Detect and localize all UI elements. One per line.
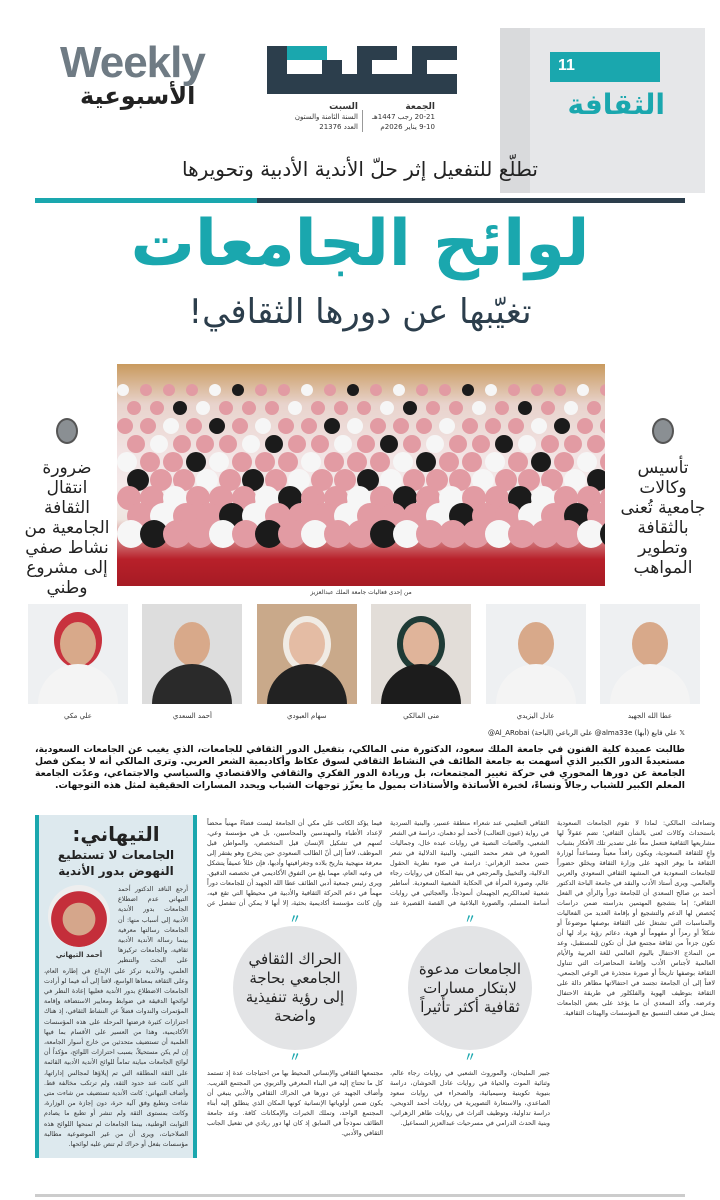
crowd-figure xyxy=(508,384,520,396)
sidebar-title: التيهاني: xyxy=(72,822,160,846)
crowd-figure xyxy=(117,384,129,396)
crowd-figure xyxy=(255,384,267,396)
okaz-logo xyxy=(262,38,462,108)
crowd-figure xyxy=(495,435,513,453)
subheadline: تغيّبها عن دورها الثقافي! xyxy=(188,292,532,332)
crowd-figure xyxy=(173,435,191,453)
crowd-figure xyxy=(242,435,260,453)
pull-quote-right-text: تأسيس وكالات جامعية تُعنى بالثقافة وتطوير المواهب xyxy=(620,458,706,578)
crowd-figure xyxy=(403,435,421,453)
crowd-figure xyxy=(426,435,444,453)
crowd-figure xyxy=(380,401,394,415)
crowd-figure xyxy=(518,435,536,453)
crowd-figure xyxy=(265,435,283,453)
crowd-figure xyxy=(472,401,486,415)
crowd-figure xyxy=(462,384,474,396)
body-column-3 xyxy=(207,818,383,1138)
portrait xyxy=(600,604,700,720)
crowd-figure xyxy=(449,401,463,415)
crowd-figure xyxy=(439,418,455,434)
crowd-figure xyxy=(232,418,248,434)
pull-quote-right xyxy=(618,418,708,578)
quote-icon xyxy=(652,418,674,444)
equals-icon: 〃 xyxy=(288,912,301,926)
crowd-figure xyxy=(127,435,145,453)
crowd-figure xyxy=(541,435,559,453)
header-rule-dark xyxy=(257,198,685,203)
crowd-figure xyxy=(485,418,501,434)
crowd-figure xyxy=(600,418,605,434)
crowd-figure xyxy=(393,384,405,396)
crowd-figure xyxy=(163,384,175,396)
portrait-name: علي مكي xyxy=(63,712,92,720)
lead-paragraph: طالبت عميدة كلية الفنون في جامعة الملك سعود، الدكتورة منى المالكي، بتفعيل الدور الثقافي للجامعات، الذي يغيب عن الجامعات السعودية، مستعيدةً الدور الكبير الذي أسهمت به جامعة الطائف في النشاط الثقافي لسوق عكاظ وأكاديمية الشعر العربي. وترى المالكي أنه لا يمكن فصل الجامعة عن دورها المحوري في حركة تغيير المجتمعات، بل وريادة الدور الفكري والثقافي والاقتصادي والسياسي والاجتماعي، وعدّت الجامعة المعلم الكبير للشباب رجالاً ونساءً، لخبرة الأساتذة والأستاذات بميول ما يعزّز توجهات الشباب ويحدد المسارات الحقيقية لمثل هذه التوجهات. xyxy=(35,744,685,791)
crowd-figure xyxy=(357,401,371,415)
body-column-2 xyxy=(390,818,550,1128)
crowd-figure xyxy=(219,401,233,415)
crowd-figure xyxy=(587,401,601,415)
hijri-date: 20-21 رجب 1447هـ xyxy=(372,113,435,121)
byline xyxy=(488,728,685,738)
page-number: 11 xyxy=(550,52,660,82)
crowd-figure xyxy=(541,401,555,415)
callout-wrap-2 xyxy=(207,912,383,1064)
crowd-figure xyxy=(173,401,187,415)
sidebar-portrait xyxy=(48,885,110,947)
sidebar-box xyxy=(35,815,197,1158)
callout-2: الحراك الثقافي الجامعي بحاجة إلى رؤية تنفيذية واضحة xyxy=(233,926,357,1050)
date-block-saturday xyxy=(295,102,358,132)
day-saturday: السبت xyxy=(329,102,358,112)
crowd-figure xyxy=(334,401,348,415)
portrait xyxy=(28,604,128,720)
crowd-figure xyxy=(577,418,593,434)
portrait xyxy=(486,604,586,720)
crowd-figure xyxy=(393,418,409,434)
date-divider xyxy=(362,110,363,132)
portrait-name: عطا الله الجهيد xyxy=(627,712,673,720)
crowd-figure xyxy=(278,418,294,434)
crowd-figure xyxy=(462,418,478,434)
crowd-figure xyxy=(127,401,141,415)
crowd-figure xyxy=(334,435,352,453)
sidebar-photo-caption: أحمد التيهاني xyxy=(55,951,103,959)
crowd-figure xyxy=(311,401,325,415)
crowd-figure xyxy=(554,384,566,396)
body-column-2-text: الثقافي التعليمي عند شعراء منطقة عسير، والبنية السردية في رواية (عيون الثعالب) لأحمد أبو دهمان، دراسة في الشعر الشعبي، والعتبات النصية في روايات عبده خال، وجماليات الصورة في شعر محمد الثبيتي، والبنية الدلالية في شعر حسن محمد الزهراني: دراسة في ضوء نظرية الحقول الدلالية، والتخييل والمرجعي في بنية المكان في روايات رجاء عالم، وصورة المرأة في الحكاية الشعبية السعودية. أساطير شعبية لعبدالكريم الجهيمان أنموذجاً، والعجائبي في روايات أسامة المسلم، والصورة البلاغية في القصة القصيرة عند جبير المليحان، والموروث الشعبي في روايات رجاء عالم، وثنائية الموت والحياة في روايات عادل الحوشان، دراسة بنيوية تكوينية وسيميائية، والصحراء في روايات سعود الصاعدي، والاستعارة التصويرية في روايات أحمد الدويحي، دراسة تداولية، وتوظيف التراث في روايات طاهر الزهراني، وبنية الحدث الدرامي في مسرحيات عبدالعزيز السماعيل. xyxy=(390,819,550,1127)
portrait-row xyxy=(28,604,700,720)
equals-icon: 〃 xyxy=(463,1050,476,1064)
crowd-figure xyxy=(508,418,524,434)
x-icon: 𝕏 xyxy=(677,729,685,737)
byline-text: علي فايع (أبها) alma33e@ علي الرباعي (الباحة) Al_ARobai@ xyxy=(488,729,678,737)
header-rule-accent xyxy=(35,198,257,203)
float-spacer xyxy=(382,818,383,908)
quote-icon xyxy=(56,418,78,444)
crowd-figure xyxy=(587,435,605,453)
crowd-figure xyxy=(209,384,221,396)
photo-caption: من إحدى فعاليات جامعة الملك عبدالعزيز xyxy=(310,589,412,596)
crowd-figure xyxy=(301,418,317,434)
portrait-name: منى المالكي xyxy=(403,712,440,720)
pull-quote-left xyxy=(22,418,112,598)
crowd-figure xyxy=(117,418,133,434)
crowd-figure xyxy=(439,384,451,396)
crowd-figure xyxy=(278,384,290,396)
sidebar-text xyxy=(44,885,188,1150)
date-block-friday xyxy=(372,102,435,132)
crowd-figure xyxy=(403,401,417,415)
crowd-figure xyxy=(600,384,605,396)
crowd-figure xyxy=(140,418,156,434)
crowd-figure xyxy=(301,384,313,396)
crowd-figure xyxy=(150,435,168,453)
crowd-figure xyxy=(485,384,497,396)
crowd-figure xyxy=(449,435,467,453)
crowd-figure xyxy=(150,401,164,415)
crowd-figure xyxy=(288,435,306,453)
crowd-figure xyxy=(186,418,202,434)
portrait xyxy=(371,604,471,720)
headline: لوائح الجامعات xyxy=(130,207,590,281)
body-column-1 xyxy=(557,818,715,1018)
crowd-figure xyxy=(163,418,179,434)
crowd-figure xyxy=(288,401,302,415)
crowd-figure xyxy=(564,401,578,415)
weekly-label: Weekly xyxy=(60,38,205,87)
portrait-name: عادل اليزيدي xyxy=(516,712,555,720)
crowd-figure xyxy=(495,401,509,415)
sidebar-text-body: أرجع الناقد الدكتور أحمد التيهاني عدم اضطلاع الجامعات بدور الأندية الأدبية إلى أسباب منها: أن الجامعات رسالتها معرفية بينما رسالة الأندية الأدبية ثقافية، والجامعات تركيزها على البحث والتنظير العلمي، والأندية تركز على الإبداع في إطاره العام، وعلى الثقافة بمعناها الواسع، لافتاً إلى أنه فيما لو أرادت الجامعات الاضطلاع بدور الأندية فعليها إعادة النظر في لوائحها الدقيقة في ضوابط ومعايير الاستضافة وإقامة المؤتمرات والندوات فضلاً عن النشاط الثقافي، إذ هناك احترازات كثيرة فرضتها المرحلة على هذه المؤسسات الأكاديمية، وهذا من العسير على الأقسام بما فيها العلمية أن تستضيف متحدثين من خارج أسوار الجامعة، إن لم يكن مستحيلاً، بسبب احترازات اللوائح، مؤكداً أن لوائح الجامعات مباينة تماماً للوائح الأندية الأدبية القائمة على الثقة المطلقة التي تم إيلاؤها لمجالس إداراتها، التي كانت عند حدود الثقة، ولم ترتكب مخالفة قط. وأضاف التيهاني: كانت الأندية تستضيف من شاءت متى شاءت وتطبع وفق آلية حرة، دون إجازة من الوزارة، وكانت بمستوى الثقة ولم تنشر أو تطبع ما يصادم الثوابت الوطنية، بينما الجامعات لم تمنحها اللوائح هذه الصلاحيات، ويرى أن من غير الموضوعية مطالبة مؤسسات بفعل أو حراك لم تنص عليه لوائحها. xyxy=(44,886,188,1149)
body-column-3-text: فيما يؤكد الكاتب علي مكي أن الجامعة ليست فضاءً مهنياً محضاً لإعداد الأطباء والمهندسين والمحاسبين، بل هي مؤسسة وعي، تُسهم في تشكيل الإنسان قبل المتخصص، والمواطن قبل الموظف، لافتاً إلى أنّ الطالب السعودي حين يتخرج وهو يفتقر إلى معرفة منهجية بتاريخ بلاده وجغرافيتها وأدبها، فإن خللاً عميقاً يتشكل في وعيه العام، مهما بلغ من التفوق الأكاديمي في تخصصه الدقيق. ويرى رئيس جمعية أدبي الطائف عطا الله الجهيد أن للجامعات دوراً مهماً في دعم الحركة الثقافية والأدبية في محيطها التي تقع فيه، وإن كانت مؤسسة أكاديمية بحثية، إلا أنها لا يمكن أن تنفصل عن مجتمعها الثقافي والإنساني المحيط بها من احتياجات عدة إذ تستمد كل ما تحتاج إليه في البناء المعرفي والتربوي من المجتمع القريب. وأضاف الجهيد عن دورها في الحراك الثقافي والأدبي ينبغي أن يكون ضمن أولوياتها الإنسانية كونها المكان الذي ينطلق إليه أبناء المجتمع الواحد، وتملك الخبرات والإمكانات كافة. وعد جامعة الطائف نموذجاً في السابق إذ كان لها دور ريادي في تفعيل الجانب الثقافي والأدبي. xyxy=(207,819,383,1137)
crowd-figure xyxy=(209,418,225,434)
crowd-figure xyxy=(370,384,382,396)
gregorian-date: 9-10 يناير 2026م xyxy=(380,123,435,131)
crowd-figure xyxy=(518,401,532,415)
crowd-figure xyxy=(416,418,432,434)
year-label: السنة الثامنة والستون xyxy=(294,113,358,121)
crowd-figure xyxy=(196,401,210,415)
crowd-figure xyxy=(324,418,340,434)
sidebar-photo xyxy=(44,885,114,960)
crowd-figure xyxy=(186,384,198,396)
portrait-name: أحمد السعدي xyxy=(172,712,212,720)
callout-wrap-1 xyxy=(390,912,550,1064)
crowd-figure xyxy=(219,435,237,453)
day-friday: الجمعة xyxy=(405,102,435,112)
float-spacer xyxy=(549,818,550,908)
section-title: الثقافة xyxy=(567,88,665,121)
crowd-figure xyxy=(196,435,214,453)
portrait-name: سهام العبودي xyxy=(286,712,327,720)
crowd-figure xyxy=(347,384,359,396)
pull-quote-left-text: ضرورة انتقال الثقافة الجامعية من نشاط صفي إلى مشروع وطني xyxy=(24,458,110,598)
portrait xyxy=(142,604,242,720)
equals-icon: 〃 xyxy=(288,1050,301,1064)
kicker: تطلّع للتفعيل إثر حلّ الأندية الأدبية وتحويرها xyxy=(182,157,538,181)
crowd-figure xyxy=(564,435,582,453)
crowd-figure xyxy=(242,401,256,415)
crowd-figure xyxy=(232,384,244,396)
portrait xyxy=(257,604,357,720)
crowd-figure xyxy=(426,401,440,415)
crowd-figure xyxy=(472,435,490,453)
sidebar-subtitle: الجامعات لا تستطيع النهوض بدور الأندية xyxy=(57,848,175,878)
crowd-figure xyxy=(370,418,386,434)
crowd-figure xyxy=(265,401,279,415)
equals-icon: 〃 xyxy=(463,912,476,926)
weekly-label-ar: الأسبوعية xyxy=(80,82,196,110)
crowd-figure xyxy=(416,384,428,396)
crowd-figure xyxy=(311,435,329,453)
crowd-figure xyxy=(347,418,363,434)
crowd-figure xyxy=(324,384,336,396)
body-column-1-text: وتساءلت المالكي: لماذا لا تقوم الجامعات السعودية باستحداث وكالات تُعنى بالشأن الثقافي؛ تضم عقولاً لها مشاريعها الثقافية فتعمل معاً على تصدير تلك الأفكار بشباب واعٍ للثقافة السعودية، ويكون رافداً معيناً ومساعداً لوزارة الثقافة ما يوفر الجهد على وزارة الثقافة ويخلق حضوراً للجامعات السعودية في المشهد الثقافي السعودي والعربي والعالمي. ويرى أستاذ الأدب والنقد في جامعة الباحة الدكتور أحمد بن صالح السعدي أن للجامعة دوراً والرأي في الفعل الثقافي؛ إما بتشجيع المهتمين بدراسته ضمن دراسات يُخصص لها الدعم والتشجيع أو بإقامة العديد من الفعاليات والمناسبات التي تشتغل على الثقافة بوصفها موضوعاً أو شكلاً أو رمزاً أو مفهوماً أو هوية، دعائم رؤية يراد لها أن تكون جزءاً من ثقافة مجتمع قبل أن تكون للمستقبل، وعد من النماذج الاحتفال باليوم العالمي للغة العربية والأيام العالمية لأجناس الأدب وإقامة المحاضرات التي تتناول الثقافة بوصفها تاريخاً أو صورة متجذرة في الوعي الجمعي، لافتاً إلى أن الجامعة تجسد في احتفالاتها مظاهر دالة على الثقافة بتوظيف الهوية والفلكلور في طريقة الاحتفال وعرضه. وأكد السعدي أن ما يؤخذ على بعض الجامعات يتمثل في ضعف التنسيق مع المؤسسات والهيئات الثقافية. xyxy=(557,819,715,1017)
crowd-figure xyxy=(140,384,152,396)
crowd-figure xyxy=(357,435,375,453)
crowd-figure xyxy=(577,384,589,396)
callout-1: الجامعات مدعوة لابتكار مسارات ثقافية أكثر تأثيراً xyxy=(408,926,532,1050)
crowd-figure xyxy=(554,418,570,434)
event-photo xyxy=(117,364,605,586)
issue-number: العدد 21376 xyxy=(319,123,358,131)
bottom-rule xyxy=(35,1194,685,1197)
crowd-figure xyxy=(380,435,398,453)
crowd-figure xyxy=(531,418,547,434)
crowd-figure xyxy=(531,384,543,396)
crowd-figure xyxy=(255,418,271,434)
